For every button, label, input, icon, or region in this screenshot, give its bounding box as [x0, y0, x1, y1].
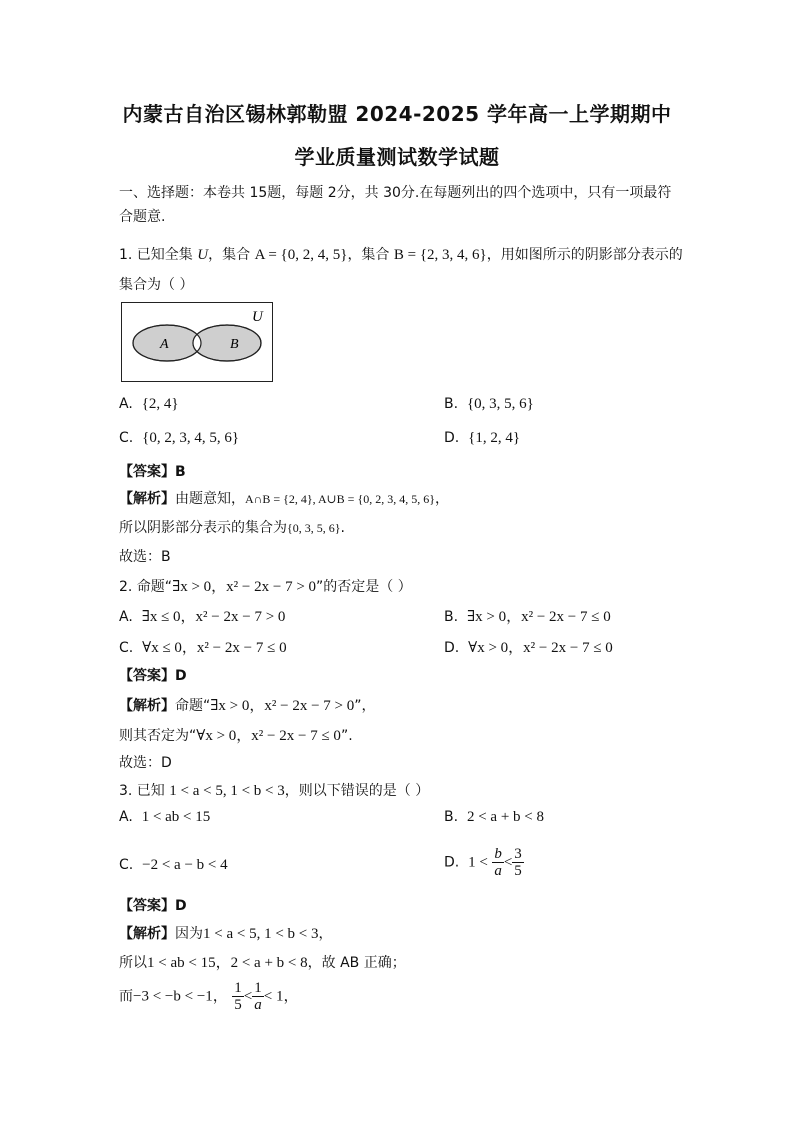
q1-analysis — [119, 488, 449, 508]
q2-analysis-line-2-math: ∀x > 0，x² − 2x − 7 ≤ 0 — [196, 728, 341, 744]
q1-analysis-math: A∩B = {2, 4}, A∪B = {0, 2, 3, 4, 5, 6} — [245, 492, 435, 506]
q3-analysis-end: ， — [318, 926, 333, 942]
q3-analysis-line-3 — [119, 980, 298, 1013]
section-instructions-line-1: 一、选择题：本卷共 15题，每题 2分，共 30分.在每题列出的四个选项中，只有一项最符 — [119, 185, 672, 201]
q3-option-d-fraction-2-den: 5 — [514, 863, 522, 879]
venn-diagram — [121, 302, 273, 382]
q1-analysis-text: 由题意知， — [175, 491, 245, 507]
q1-option-b-label: B. — [444, 396, 459, 412]
q3-analysis-text: 因为 — [175, 926, 203, 942]
q3-analysis-fraction-1-num: 1 — [234, 980, 242, 996]
q1-choice: 故选：B — [119, 549, 171, 565]
q1-analysis-line-2 — [119, 517, 345, 537]
q1-analysis-line-2-math: {0, 3, 5, 6} — [287, 521, 341, 535]
q1-option-c-value: {0, 2, 3, 4, 5, 6} — [142, 430, 240, 446]
q3-option-d-fraction-1-num: b — [494, 846, 502, 862]
q2-option-c — [119, 636, 287, 657]
q3-option-d-fraction-2-num: 3 — [514, 846, 522, 862]
q1-option-b-value: {0, 3, 5, 6} — [466, 396, 534, 412]
q2-stem-math: ∃x > 0，x² − 2x − 7 > 0 — [172, 579, 317, 595]
q1-set-a: A = {0, 2, 4, 5} — [254, 247, 348, 263]
q2-option-a — [119, 605, 285, 626]
q2-option-b-value: ∃x > 0，x² − 2x − 7 ≤ 0 — [466, 609, 611, 625]
venn-diagram-svg — [122, 303, 272, 381]
q3-analysis-line-3-mid: < — [243, 988, 253, 1005]
q3-option-d-pre: 1 < — [468, 854, 488, 871]
q2-analysis-label: 【解析】 — [119, 698, 175, 714]
q3-stem-text-b: ，则以下错误的是（ ） — [284, 783, 430, 799]
q3-analysis-line-3-math: −3 < −b < −1， — [133, 988, 228, 1005]
question-1-stem-line-2: 集合为（ ） — [119, 277, 194, 293]
q3-stem-math: 1 < a < 5, 1 < b < 3 — [169, 783, 285, 799]
q3-option-d-fraction-1-den: a — [494, 863, 502, 879]
q3-option-c-value: −2 < a − b < 4 — [142, 857, 228, 873]
q1-option-a-label: A. — [119, 396, 133, 412]
q1-analysis-line-2-end: . — [340, 520, 345, 536]
q3-option-a-label: A. — [119, 809, 133, 825]
q2-option-a-value: ∃x ≤ 0，x² − 2x − 7 > 0 — [141, 609, 286, 625]
q2-option-d-value: ∀x > 0，x² − 2x − 7 ≤ 0 — [468, 640, 613, 656]
question-2-stem — [119, 575, 412, 596]
q1-analysis-end: ， — [434, 491, 449, 507]
q2-analysis-text: 命题“ — [175, 698, 211, 714]
q3-analysis-fraction-2-num: 1 — [254, 980, 262, 996]
q3-analysis-math: 1 < a < 5, 1 < b < 3 — [203, 926, 319, 942]
q3-option-d-label: D. — [444, 854, 460, 871]
q3-analysis — [119, 923, 333, 943]
q2-analysis-line-2 — [119, 724, 353, 745]
q1-option-b — [444, 396, 534, 413]
q2-option-d-label: D. — [444, 640, 460, 656]
q3-option-d — [444, 846, 524, 879]
venn-label-u: U — [252, 309, 263, 325]
q1-answer: 【答案】B — [119, 464, 186, 480]
q3-option-b-value: 2 < a + b < 8 — [466, 809, 545, 825]
q3-analysis-line-3-text: 而 — [119, 988, 133, 1005]
q2-analysis-math: ∃x > 0，x² − 2x − 7 > 0 — [210, 698, 355, 714]
q3-analysis-line-2 — [119, 951, 406, 972]
page-title-line-2: 学业质量测试数学试题 — [294, 145, 500, 169]
q1-universal-set: U — [197, 247, 209, 263]
q2-option-b — [444, 605, 611, 626]
q3-option-c — [119, 857, 228, 874]
q2-option-c-value: ∀x ≤ 0，x² − 2x − 7 ≤ 0 — [142, 640, 287, 656]
q3-option-b — [444, 809, 544, 826]
q1-stem-text-b: ，集合 — [208, 247, 255, 263]
q3-analysis-fraction-2 — [252, 980, 264, 1013]
q2-analysis — [119, 694, 376, 715]
q3-option-b-label: B. — [444, 809, 459, 825]
q1-option-c — [119, 430, 239, 447]
q2-analysis-line-2-text: 则其否定为“ — [119, 728, 197, 744]
q1-analysis-label: 【解析】 — [119, 491, 175, 507]
q2-option-a-label: A. — [119, 609, 133, 625]
q2-choice: 故选：D — [119, 755, 172, 771]
q1-stem-text-c: ，集合 — [347, 247, 394, 263]
q2-answer: 【答案】D — [119, 668, 187, 684]
venn-label-b: B — [230, 337, 239, 352]
q3-answer: 【答案】D — [119, 898, 187, 914]
q1-option-a — [119, 396, 179, 413]
q1-stem-text-a: 1. 已知全集 — [119, 247, 198, 263]
q3-option-d-fraction-2 — [512, 846, 524, 879]
q1-option-d — [444, 430, 520, 447]
question-3-stem — [119, 780, 429, 800]
q1-option-a-value: {2, 4} — [141, 396, 179, 412]
page-title-line-1: 内蒙古自治区锡林郭勒盟 2024-2025 学年高一上学期期中 — [122, 102, 672, 126]
q1-stem-text-d: ，用如图所示的阴影部分表示的 — [486, 247, 683, 263]
q3-analysis-line-2-end: ，故 AB 正确； — [307, 955, 406, 971]
q2-option-c-label: C. — [119, 640, 134, 656]
q2-analysis-end: ”， — [354, 698, 376, 714]
q3-option-d-mid: < — [503, 854, 513, 871]
q3-option-c-label: C. — [119, 857, 134, 873]
q3-analysis-fraction-1 — [232, 980, 244, 1013]
q3-analysis-line-3-tail: < 1， — [263, 988, 299, 1005]
q2-option-b-label: B. — [444, 609, 459, 625]
q3-stem-text-a: 3. 已知 — [119, 783, 170, 799]
q3-analysis-fraction-2-den: a — [254, 997, 262, 1013]
q1-option-d-label: D. — [444, 430, 460, 446]
q1-analysis-line-2-text: 所以阴影部分表示的集合为 — [119, 520, 287, 536]
q1-option-d-value: {1, 2, 4} — [468, 430, 521, 446]
q2-option-d — [444, 636, 613, 657]
q3-option-d-fraction-1 — [492, 846, 504, 879]
q1-option-c-label: C. — [119, 430, 134, 446]
q2-analysis-line-2-end: ”. — [340, 728, 353, 744]
q3-analysis-line-2-math: 1 < ab < 15，2 < a + b < 8 — [147, 955, 308, 971]
q1-set-b: B = {2, 3, 4, 6} — [393, 247, 487, 263]
q3-analysis-line-2-text: 所以 — [119, 955, 147, 971]
section-instructions-line-2: 合题意. — [119, 209, 166, 225]
question-1-stem — [119, 244, 683, 264]
q3-option-a — [119, 809, 210, 826]
q2-stem-text-b: ”的否定是（ ） — [316, 579, 412, 595]
q3-analysis-fraction-1-den: 5 — [234, 997, 242, 1013]
q3-analysis-label: 【解析】 — [119, 926, 175, 942]
q2-stem-text-a: 2. 命题“ — [119, 579, 173, 595]
q3-option-a-value: 1 < ab < 15 — [141, 809, 211, 825]
venn-label-a: A — [160, 337, 169, 352]
